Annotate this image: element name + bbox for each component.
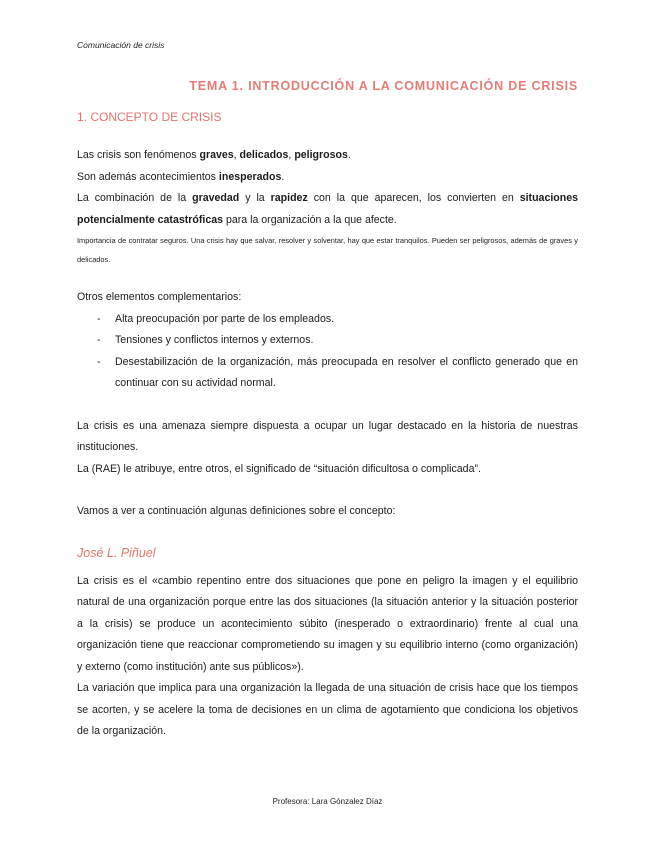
crisis-traits-line (77, 145, 578, 167)
complementary-intro: Otros elementos complementarios: (77, 291, 242, 303)
bold-run: peligrosos (294, 149, 348, 161)
threat-block (77, 416, 578, 481)
text-run: para la organización a la que afecte. (223, 213, 397, 226)
rae-paragraph: La (RAE) le atribuye, entre otros, el significado de “situación dificultosa o complicada”. (77, 462, 481, 475)
document-title: TEMA 1. INTRODUCCIÓN A LA COMUNICACIÓN DE CRISIS (189, 79, 578, 93)
bold-run: gravedad (192, 192, 240, 204)
section-heading: 1. CONCEPTO DE CRISIS (77, 110, 222, 124)
threat-paragraph: La crisis es una amenaza siempre dispuesta a ocupar un lugar destacado en la historia de nuestras instituciones. (77, 419, 578, 453)
pinuel-definition-paragraph: La crisis es el «cambio repentino entre dos situaciones que pone en peligro la imagen y el equilibrio natural de una organización porque entre las dos situaciones (la situación anterior y la situación posterior a la crisis) se produce un acontecimiento súbito (inesperado o extraordinario) frente al cual una organización tiene que reaccionar comprometiendo su imagen y su equilibrio interno (como organización) y externo (como institución) ante sus públicos»). (77, 574, 578, 673)
bold-run: situaciones potencialmente catastróficas (77, 192, 579, 226)
bold-run: graves (199, 149, 234, 161)
page-content (77, 76, 578, 743)
list-item (77, 330, 578, 352)
dash-bullet: - (97, 334, 101, 346)
complementary-elements (77, 287, 578, 395)
running-header: Comunicación de crisis (77, 40, 165, 50)
text-run: , (288, 149, 295, 161)
dash-bullet: - (97, 312, 101, 325)
text-run: y la (239, 192, 271, 204)
list-item (77, 352, 578, 395)
crisis-definition-block (77, 145, 578, 269)
text-run: . (347, 149, 351, 161)
list-item-text: Desestabilización de la organización, más preocupada en resolver el conflicto generado que en continuar con su actividad normal. (115, 355, 578, 389)
bold-run: delicados (239, 149, 289, 161)
definitions-intro: Vamos a ver a continuación algunas definiciones sobre el concepto: (77, 505, 396, 517)
text-run: Las crisis son fenómenos (77, 149, 200, 161)
text-run: . (281, 170, 285, 183)
dash-bullet: - (97, 355, 101, 368)
text-run: con la que aparecen, los convierten en (307, 192, 520, 204)
crisis-unexpected-line (77, 167, 578, 189)
crisis-combination-paragraph (77, 188, 578, 231)
list-item (77, 309, 578, 331)
bold-run: inesperados (218, 170, 282, 183)
page-footer: Profesora: Lara Gónzalez Díaz (272, 797, 383, 806)
bold-run: rapidez (270, 192, 308, 204)
text-run: La combinación de la (77, 192, 193, 204)
definitions-intro-block (77, 501, 578, 523)
insurance-note: Importancia de contratar seguros. Una crisis hay que salvar, resolver y solventar, hay que estar tranquilos. Pueden ser peligrosos, además de graves y delicados. (77, 236, 578, 264)
text-run: Son además acontecimientos (77, 170, 219, 183)
list-item-text: Tensiones y conflictos internos y externos. (115, 334, 314, 346)
text-run: , (233, 149, 240, 161)
pinuel-variation-paragraph: La variación que implica para una organización la llegada de una situación de crisis hace que los tiempos se acorten, y se acelere la toma de decisiones en un clima de agotamiento que condiciona los objetivos de la organización. (77, 682, 578, 737)
list-item-text: Alta preocupación por parte de los empleados. (115, 312, 335, 325)
complementary-list (77, 309, 578, 395)
author-heading: José L. Piñuel (77, 545, 156, 560)
